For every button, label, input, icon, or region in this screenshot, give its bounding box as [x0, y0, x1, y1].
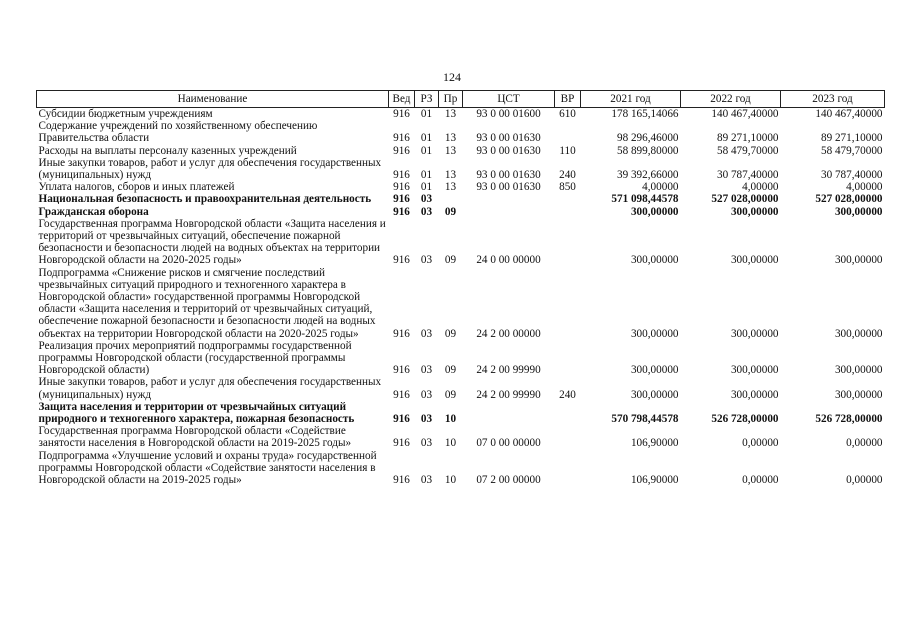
cell-cst: 24 0 00 00000	[476, 254, 541, 267]
cell-ved: 916	[393, 254, 410, 267]
cell-cst	[463, 401, 555, 425]
cell-rz: 01	[420, 108, 433, 120]
cell-2022: 89 271,10000	[716, 132, 779, 145]
cell-pr: 09	[444, 205, 457, 218]
cell-vr	[555, 206, 581, 218]
cell-rz: 03	[420, 327, 433, 340]
cell-ved: 916	[393, 474, 410, 487]
cell-name: Уплата налогов, сборов и иных платежей	[38, 181, 235, 194]
table-row	[37, 108, 885, 121]
table-row	[37, 425, 885, 449]
header-vr: ВР	[555, 91, 581, 108]
cell-name: Национальная безопасность и правоохранительная деятельность	[38, 193, 372, 206]
cell-vr: 610	[559, 108, 576, 120]
cell-cst: 93 0 00 01630	[476, 132, 541, 145]
cell-pr: 09	[444, 364, 457, 377]
cell-vr	[555, 340, 581, 377]
cell-2022: 526 728,00000	[711, 413, 779, 426]
table-row	[37, 376, 885, 400]
cell-rz: 03	[420, 437, 433, 450]
cell-2021: 178 165,14066	[611, 108, 679, 120]
cell-name: Подпрограмма «Снижение рисков и смягчение последствий чрезвычайных ситуаций природного и техногенного характера в Новгородской области» государственной программы Новгородской области «Защита населения и территорий от чрезвычайных ситуаций, обеспечение пожарной безопасности и безопасности людей на водных объектах на территории Новгородской области на 2020-2025 годы»	[38, 266, 376, 340]
table-row	[37, 206, 885, 218]
cell-ved: 916	[393, 364, 410, 377]
cell-2021: 571 098,44578	[611, 193, 679, 206]
cell-2021: 58 899,80000	[616, 144, 679, 157]
cell-vr: 240	[559, 388, 576, 401]
cell-ved: 916	[393, 108, 410, 120]
cell-rz: 03	[420, 205, 433, 218]
table-row	[37, 340, 885, 377]
cell-name: Государственная программа Новгородской области «Защита населения и территорий от чрезвычайных ситуаций, обеспечение пожарной безопасности и безопасности людей на водных объектах на территории Новгородской области на 2020-2025 годы»	[38, 217, 386, 267]
cell-name: Гражданская оборона	[38, 205, 149, 218]
cell-rz: 03	[420, 254, 433, 267]
cell-cst: 93 0 00 01600	[476, 108, 541, 120]
cell-name: Иные закупки товаров, работ и услуг для обеспечения государственных (муниципальных) нужд	[38, 376, 382, 401]
cell-pr: 10	[444, 437, 457, 450]
cell-vr	[555, 193, 581, 205]
cell-2022: 30 787,40000	[716, 169, 779, 182]
cell-2021: 106,90000	[630, 437, 679, 450]
table-row	[37, 145, 885, 157]
cell-vr	[555, 120, 581, 144]
table-row	[37, 218, 885, 267]
cell-cst: 93 0 00 01630	[476, 169, 541, 182]
table-header-row	[37, 91, 885, 108]
cell-vr: 850	[559, 181, 576, 194]
cell-2022: 58 479,70000	[716, 144, 779, 157]
cell-2022: 300,00000	[730, 327, 779, 340]
cell-2021: 300,00000	[630, 254, 679, 267]
cell-2021: 300,00000	[630, 327, 679, 340]
cell-2021: 106,90000	[630, 474, 679, 487]
cell-name: Иные закупки товаров, работ и услуг для обеспечения государственных (муниципальных) нужд	[38, 156, 382, 182]
cell-pr: 13	[444, 144, 457, 157]
table-row	[37, 181, 885, 193]
cell-rz: 03	[420, 193, 433, 206]
page-number: 124	[443, 70, 461, 84]
cell-2023: 0,00000	[846, 474, 883, 487]
cell-ved: 916	[393, 169, 410, 182]
table-row	[37, 267, 885, 340]
cell-name: Защита населения и территории от чрезвычайных ситуаций природного и техногенного характера, пожарная безопасность	[38, 400, 355, 426]
cell-pr: 13	[444, 181, 457, 194]
cell-rz: 01	[420, 169, 433, 182]
cell-2023: 526 728,00000	[815, 413, 883, 426]
cell-pr: 09	[444, 254, 457, 267]
cell-rz: 01	[420, 181, 433, 194]
header-2021: 2021 год	[581, 91, 681, 108]
header-2023: 2023 год	[781, 91, 885, 108]
cell-2022: 300,00000	[730, 388, 779, 401]
cell-vr	[555, 267, 581, 340]
cell-cst: 24 2 00 99990	[476, 388, 541, 401]
cell-name: Содержание учреждений по хозяйственному обеспечению Правительства области	[38, 120, 318, 145]
cell-pr: 13	[444, 169, 457, 182]
cell-name: Субсидии бюджетным учреждениям	[38, 108, 213, 120]
cell-2021: 4,00000	[642, 181, 679, 194]
cell-pr	[439, 193, 463, 205]
cell-pr: 10	[444, 413, 457, 426]
cell-2023: 89 271,10000	[820, 132, 883, 145]
cell-2022: 300,00000	[730, 364, 779, 377]
table-row	[37, 157, 885, 181]
cell-pr: 10	[444, 474, 457, 487]
cell-ved: 916	[393, 205, 410, 218]
table-body	[37, 108, 885, 487]
cell-ved: 916	[393, 413, 410, 426]
cell-2023: 527 028,00000	[815, 193, 883, 206]
header-ved: Вед	[389, 91, 415, 108]
cell-pr: 09	[444, 327, 457, 340]
cell-ved: 916	[393, 181, 410, 194]
cell-rz: 03	[420, 388, 433, 401]
cell-2022: 300,00000	[730, 205, 779, 218]
cell-ved: 916	[393, 388, 410, 401]
header-pr: Пр	[439, 91, 463, 108]
header-cst: ЦСТ	[463, 91, 555, 108]
cell-ved: 916	[393, 327, 410, 340]
cell-cst: 07 2 00 00000	[476, 474, 541, 487]
cell-2021: 98 296,46000	[616, 132, 679, 145]
cell-vr	[555, 425, 581, 449]
cell-2022: 527 028,00000	[711, 193, 779, 206]
cell-vr: 240	[559, 169, 576, 182]
cell-2023: 4,00000	[846, 181, 883, 194]
cell-2023: 300,00000	[834, 205, 883, 218]
cell-vr	[555, 401, 581, 425]
cell-rz: 01	[420, 132, 433, 145]
cell-cst: 24 2 00 00000	[476, 327, 541, 340]
cell-vr	[555, 450, 581, 487]
cell-rz: 03	[420, 364, 433, 377]
cell-2023: 300,00000	[834, 254, 883, 267]
cell-vr: 110	[559, 144, 576, 157]
cell-2022: 4,00000	[742, 181, 779, 194]
cell-pr: 13	[444, 132, 457, 145]
cell-2021: 39 392,66000	[616, 169, 679, 182]
cell-cst: 93 0 00 01630	[476, 181, 541, 194]
cell-2021: 300,00000	[630, 388, 679, 401]
cell-name: Подпрограмма «Улучшение условий и охраны труда» государственной программы Новгородской области «Содействие занятости населения в Новгородской области на 2019-2025 годы»	[38, 449, 377, 487]
cell-2022: 0,00000	[742, 474, 779, 487]
cell-2021: 300,00000	[630, 364, 679, 377]
cell-rz: 03	[420, 474, 433, 487]
cell-2023: 58 479,70000	[820, 144, 883, 157]
cell-name: Расходы на выплаты персоналу казенных учреждений	[38, 144, 297, 157]
cell-2022: 140 467,40000	[711, 108, 779, 120]
cell-2021: 300,00000	[630, 205, 679, 218]
header-rz: РЗ	[415, 91, 439, 108]
header-2022: 2022 год	[681, 91, 781, 108]
header-name: Наименование	[37, 91, 389, 108]
cell-2023: 300,00000	[834, 364, 883, 377]
table-row	[37, 120, 885, 144]
table-row	[37, 450, 885, 487]
cell-rz: 01	[420, 144, 433, 157]
cell-2021: 570 798,44578	[611, 413, 679, 426]
cell-vr	[555, 218, 581, 267]
cell-pr: 09	[444, 388, 457, 401]
cell-cst: 07 0 00 00000	[476, 437, 541, 450]
table-row	[37, 193, 885, 205]
table-row	[37, 401, 885, 425]
cell-ved: 916	[393, 144, 410, 157]
cell-cst: 93 0 00 01630	[476, 144, 541, 157]
cell-2023: 30 787,40000	[820, 169, 883, 182]
cell-ved: 916	[393, 132, 410, 145]
cell-2022: 300,00000	[730, 254, 779, 267]
cell-name: Реализация прочих мероприятий подпрограммы государственной программы Новгородской области (государственной программы Новгородской области)	[38, 339, 352, 377]
cell-name: Государственная программа Новгородской области «Содействие занятости населения в Новгородской области на 2019-2025 годы»	[38, 425, 352, 450]
cell-2023: 140 467,40000	[815, 108, 883, 120]
cell-cst	[463, 206, 555, 218]
cell-2023: 300,00000	[834, 327, 883, 340]
cell-cst	[463, 193, 555, 205]
budget-table	[36, 90, 885, 486]
cell-pr: 13	[444, 108, 457, 120]
cell-2022: 0,00000	[742, 437, 779, 450]
cell-2023: 300,00000	[834, 388, 883, 401]
cell-ved: 916	[393, 193, 410, 206]
cell-2023: 0,00000	[846, 437, 883, 450]
cell-ved: 916	[393, 437, 410, 450]
cell-rz: 03	[420, 413, 433, 426]
cell-cst: 24 2 00 99990	[476, 364, 541, 377]
